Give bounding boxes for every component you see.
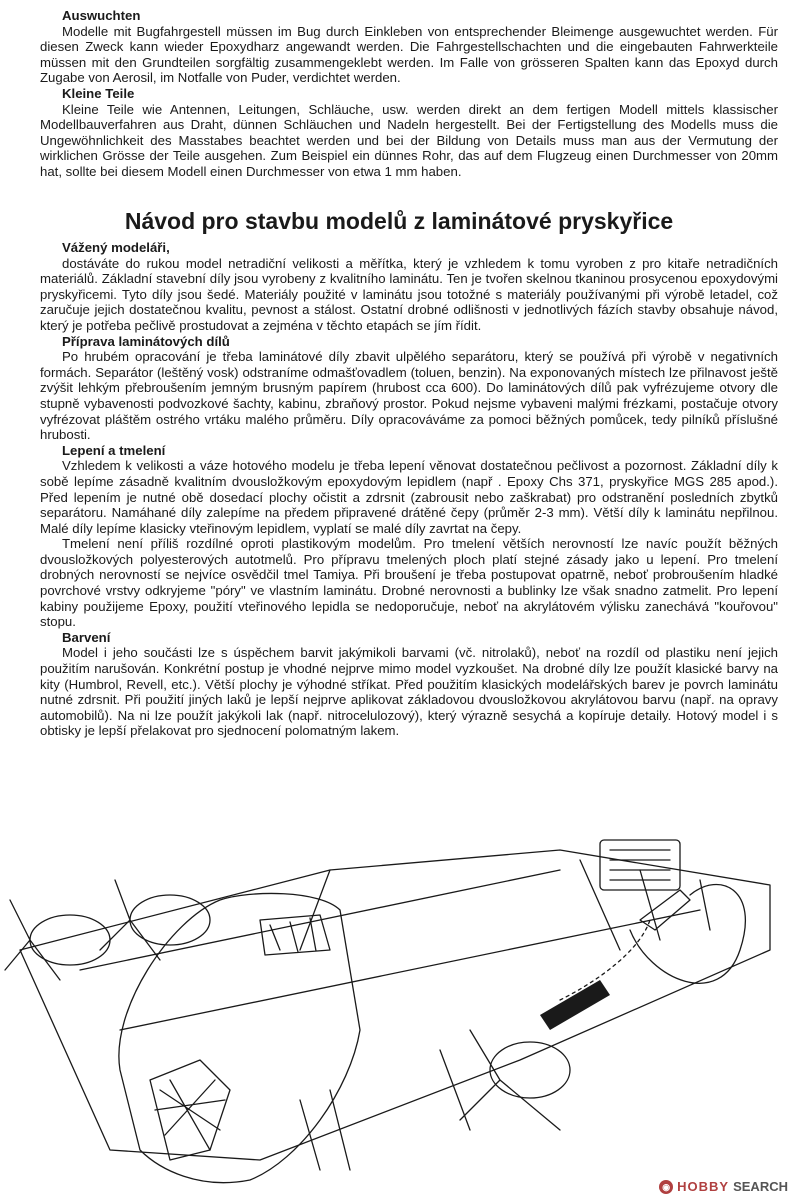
heading-lepeni: Lepení a tmelení [62,442,166,458]
cockpit-glazing [260,915,330,955]
paragraph-priprava: Po hrubém opracování je třeba laminátové díly zbavit ulpělého separátoru, který se používá při výrobě v negativních formách. Separátor (leštěný vosk) odstraníme odmašťovadlem (toluen, benzin). Na exponovaných místech lze přilnavost ještě zvýšit lehkým přebroušením jemným brusným papírem (hrubost cca 600). Do laminátových dílů pak vyfrézujeme otvory dle stupně vybavenosti podvozkové šachty, kabinu, zbraňový prostor. Pokud nejsme vybaveni malými frézkami, postačuje otvory vyfrézovat pláštěm ostrého vrtáku malého průměru. Díly opracováváme za pomoci běžných pomůcek, tedy pilníků příslušné hrubosti. [40,349,778,443]
paragraph-kleine-teile: Kleine Teile wie Antennen, Leitungen, Schläuche, usw. werden direkt an dem fertigen Modell mittels klassischer Modellbauverfahren aus Draht, dünnen Schläuchen und Nadeln hergestellt. Bei der Fertigstellung des Modells muss die Ungewöhnlichkeit des Masstabes beachtet werden und bei der Bildung von Details muss man aus der Vermutung der wirklichen Grösse der Teile ausgehen. Zum Beispiel ein dünnes Rohr, das auf dem Flugzeug einen Durchmesser von 20mm hat, sollte bei diesem Modell einen Durchmesser von etwa 1 mm haben. [40,101,778,179]
paragraph-tmeleni: Tmelení není příliš rozdílné oproti plastikovým modelům. Pro tmelení větších nerovností lze navíc použít běžných dvousložkových polyesterových autotmelů. Pro přípravu tmelených ploch platí stejné zásady jako u lepení. Pro tmelení drobných nerovností se nejvíce osvědčil tmel Tamiya. Při broušení je třeba postupovat opatrně, neboť probroušením hladké povrchové vrstvy odkryjeme "póry" ve vlastním laminátu. Drobné nerovnosti a bublinky lze však snadno zatmelit. Pro lepení kabiny použijeme Epoxy, použití vteřinového lepidla se nedoporučuje, neboť na akrylátovém výlisku zanechává "kouřovou" stopu. [40,536,778,630]
propeller-left-inner [100,880,160,960]
czech-title: Návod pro stavbu modelů z laminátové pryskyřice [124,208,674,234]
heading-barveni: Barvení [62,629,111,645]
paragraph-auswuchten: Modelle mit Bugfahrgestell müssen im Bug durch Einkleben von entsprechender Bleimenge ausgewuchtet werden. Für diesen Zweck kann wieder Epoxydharz angewandt werden. Die Fahrgestellschachten und die eingebauten Fahrwerkteile müssen mit den Grundteilen sorgfältig zusammengeklebt werden. Im Falle von grösseren Spalten kann das Epoxyd durch Zugabe von Aerosil, im Notfalle von Puder, verdichtet werden. [40,23,778,86]
spray-mark [540,980,610,1030]
compressor-body [600,840,680,890]
heading-vazeny-modelari: Vážený modeláři, [62,240,170,255]
heading-auswuchten: Auswuchten [62,8,141,23]
german-section [40,8,778,180]
landing-gear [300,1050,470,1170]
engine-nacelle-right [490,1042,570,1098]
compressor-grille [610,850,670,880]
wing-shape [20,850,770,1160]
propeller-left-outer [5,900,60,980]
paragraph-barveni: Model i jeho součásti lze s úspěchem barvit jakýmikoli barvami (vč. nitrolaků), neboť na rozdíl od plastiku není jejich použitím narušován. Konkrétní postup je vhodné nejprve mimo model vyzkoušet. Na drobné díly lze použít klasické barvy na kity (Humbrol, Revell, etc.). Větší plochy je výhodné stříkat. Před použitím klasických modelářských barev je povrch laminátu nutné zdrsnit. Při použití jiných laků je lepší nejprve aplikovat základovou dvousložkovou akrylátovou barvu (např. na opravy automobilů). Na ni lze použít jakýkoli lak (např. nitrocelulozový), který výrazně sesychá a kopíruje detaily. Hotový model i s obtisky je lepší přelakovat pro sjednocení polomatným lakem. [40,645,778,739]
hobbysearch-logo-icon: ◉ [659,1180,673,1194]
watermark-brand: HOBBY [677,1179,730,1194]
paragraph-intro: dostáváte do rukou model netradiční velikosti a měřítka, který je vzhledem k tomu vyroben z pro kitaře netradičních materiálů. Základní stavební díly jsou vyrobeny z kvalitního laminátu. Ten je tvořen skelnou tkaninou prosycenou epoxydovými pryskyřicemi. Tyto díly jsou šedé. Materiály použité v laminátu jsou totožné s materiály používanými při výrobě letadel, což zaručuje jejich dostatečnou kvalitu, pevnost a stálost. Ostatní drobné odlišnosti v jednotlivých fázích stavby obsahuje návod, který je potřeba pečlivě prostudovat a zejména v těchto etapách se jím řídit. [40,255,778,333]
heading-priprava: Příprava laminátových dílů [62,333,230,349]
paragraph-lepeni: Vzhledem k velikosti a váze hotového modelu je třeba lepení věnovat dostatečnou pečlivost a pozornost. Základní díly k sobě lepíme zásadně kvalitním dvousložkovým epoxydovým lepidlem (např . Epoxy Chs 371, pryskyřice MGS 285 apod.). Před lepením je nutné obě dosedací plochy očistit a zdrsnit (zabrousit nebo zaškrabat) pro odstranění posledních zbytků separátoru. Namáhané díly zalepíme na předem připravené drátěné čepy (průměr 2-3 mm). Větší díly k laminátu nepřilnou. Malé díly lepíme klasicky vteřinovým lepidlem, vyplatí se malé díly zavrtat na čepy. [40,458,778,536]
watermark-suffix: SEARCH [733,1179,788,1194]
czech-section [40,240,778,739]
heading-kleine-teile: Kleine Teile [62,85,135,101]
watermark [659,1179,788,1194]
wing-panel-line [80,870,700,1030]
engine-nacelle-left-outer [30,915,110,965]
aircraft-model-illustration [0,830,798,1200]
engine-nacelle-left-inner [130,895,210,945]
